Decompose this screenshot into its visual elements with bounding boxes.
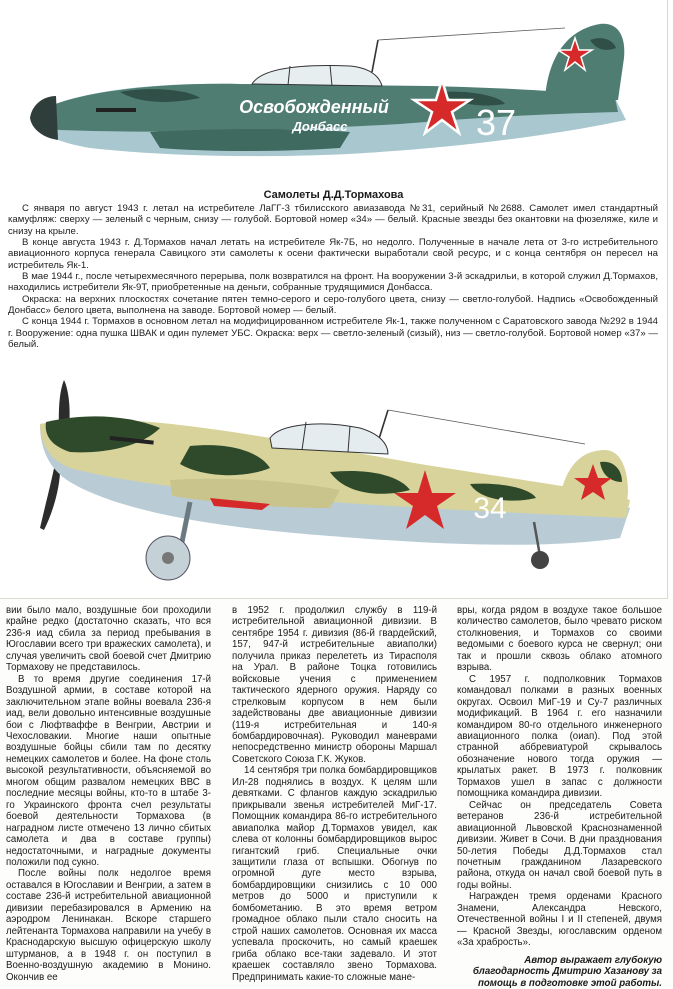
body-paragraph: Награжден тремя орденами Красного Знамени, Александра Невского, Отечественной войны I и II степеней, двумя — Красной Звезды, югославским орденом «За храбрость». [457, 891, 662, 949]
body-paragraph: В то время другие соединения 17-й Воздушной армии, в составе которой на заключительном этапе войны воевала 236-я иад, вели довольно интенсивные воздушные бои с Люфтваффе в Венгрии, Австрии и Чехословакии. Многие наши опытные воздушные бойцы сбили там по десятку немецких самолетов и более. На фоне столь высокой результативности, объясняемой во многом общим развалом немецких ВВС в последние месяцы войны, кто-то в штабе 3-го Украинского фронта счел результаты боевой деятельности Тормахова (в наградном листе отмечено 13 лично сбитых самолета и два в составе группы) недостаточными, и наградные документы положили под сукно. [6, 673, 211, 868]
plane1-slogan-line1: Освобожденный [239, 97, 389, 117]
caption-paragraph: С конца 1944 г. Тормахов в основном летал на модифицированном истребителе Як-1, также полученном с Саратовского завода №292 в 1944 г. Вооружение: одна пушка ШВАК и один пулемет УБС. Окраска: верх — светло-зеленый (сизый), низ — светло-голубой. Бортовой номер «37» — белый. [8, 316, 658, 351]
body-paragraph: в 1952 г. продолжил службу в 119-й истребительной авиационной дивизии. В сентябре 1954 г. дивизия (86-й гвардейский, 157, 947-й истребительные авиаполки) получила приказ перелететь из Тирасполя на Урал. В районе Тоцка готовились войсковые учения с применением тактического ядерного оружия. Наряду со стрелковым корпусом в нем были задействованы две авиационные дивизии (119-я истребительная и 140-я бомбардировочная). Руководил маневрами непосредственно министр обороны Маршал Советского Союза Г.К. Жуков. [232, 605, 437, 765]
text-column-2 [232, 605, 437, 983]
text-column-1 [6, 605, 211, 983]
caption-paragraph: Окраска: на верхних плоскостях сочетание пятен темно-серого и серо-голубого цвета, снизу — светло-голубой. Надпись «Освобожденный Донбасс» белого цвета, выполнена на заводе. Бортовой номер — белый. [8, 293, 658, 317]
body-paragraph: 14 сентября три полка бомбардировщиков Ил-28 поднялись в воздух. К целям шли девятками. С флангов каждую эскадрилью прикрывали звенья истребителей МиГ-17. Помощник командира 86-го истребительного авиаполка майор Д.Тормахов увидел, как слева от колонны бомбардировщиков вырос гигантский гриб. Специальные очки защитили глаза от вспышки. Обогнув по огромной дуге место взрыва, бомбардировщики снизились с 10 000 метров до 5000 и приступили к бомбометанию. В это время ветром громадное облако пыли стало сносить на строй наших самолетов. Основная их масса успевала проскочить, но самый краешек гриба облако все-таки задевало. И этот краешек составляло звено Тормахова. Предпринимать какие-то сложные мане- [232, 765, 437, 983]
acknowledgement: Автор выражает глубокую благодарность Дмитрию Хазанову за помощь в подготовке этой работы. [472, 954, 662, 989]
plane-illustration-top [0, 0, 667, 190]
body-paragraph: С 1957 г. подполковник Тормахов командовал полками в разных военных округах. Освоил МиГ-19 и Су-7 различных модификаций. В 1964 г. его назначили командиром 80-го отдельного инженерного авиационного полка (оиап). Под этой странной аббревиатурой скрывалось обозначение нового тогда оружия — крылатых ракет. В 1973 г. полковник Тормахов ушел в запас с должности помощника командира дивизии. [457, 673, 662, 800]
body-paragraph: Сейчас он председатель Совета ветеранов 236-й истребительной авиационной Львовской Краснознаменной дивизии. Живет в Сочи. В дни празднования 50-летия Победы Д.Д.Тормахов стал почетным гражданином Лазаревского района, откуда он начал свой боевой путь в годы войны. [457, 799, 662, 891]
caption-text [8, 203, 658, 350]
caption-paragraph: В конце августа 1943 г. Д.Тормахов начал летать на истребителе Як-7Б, но недолго. Полученные в начале лета от 3-го истребительного авиационного корпуса генерала Савицкого эти самолеты к осени фактически выработали свой ресурс, и с конца сентября он пересел на истребитель Як-1. [8, 237, 658, 271]
body-paragraph: После войны полк недолгое время оставался в Югославии и Венгрии, а затем в составе 236-й истребительной авиационной дивизии перебазировался в Армению на аэродром Ленинакан. Вскоре старшего лейтенанта Тормахова направили на учебу в Краснодарскую высшую офицерскую школу штурманов, а в 1948 г. он поступил в Военно-воздушную академию в Монино. Окончив ее [6, 868, 211, 983]
text-column-3 [457, 605, 662, 989]
body-paragraph: вры, когда рядом в воздухе такое большое количество самолетов, было чревато риском столкновения, и Тормахов со своими ведомыми с боевого курса не свернул; они так и прошли сквозь облако атомного взрыва. [457, 605, 662, 674]
lagg3-side-view-illustration [30, 24, 626, 156]
plane2-tail-number: 34 [473, 492, 507, 525]
yak1-side-view-illustration [40, 380, 630, 580]
caption-title: Самолеты Д.Д.Тормахова [263, 189, 404, 201]
caption-paragraph: С января по август 1943 г. летал на истребителе ЛаГГ-3 тбилисского авиазавода №31, серийный №2688. Самолет имел стандартный камуфляж: сверху — зеленый с черным, снизу — голубой. Бортовой номер «34» — белый. Красные звезды без окантовки на фюзеляже, киле и снизу на крыле. [8, 203, 658, 237]
plane1-tail-number: 37 [475, 102, 517, 143]
plane-illustration-bottom [0, 372, 667, 594]
plane1-slogan-line2: Донбасс [292, 119, 348, 134]
caption-paragraph: В мае 1944 г., после четырехмесячного перерыва, полк возвратился на фронт. На вооружении 3-й эскадрильи, в которой служил Д.Тормахов, находились истребители Як-9Т, приобретенные на деньги, собранные трудящимися Донбасса. [8, 271, 658, 294]
body-paragraph: вии было мало, воздушные бои проходили крайне редко (достаточно сказать, что вся 236-я иад сбила за период пребывания в Югославии всего три вражеских самолета), и случая увеличить свой боевой счет Дмитрию Тормахову не представилось. [6, 605, 211, 674]
